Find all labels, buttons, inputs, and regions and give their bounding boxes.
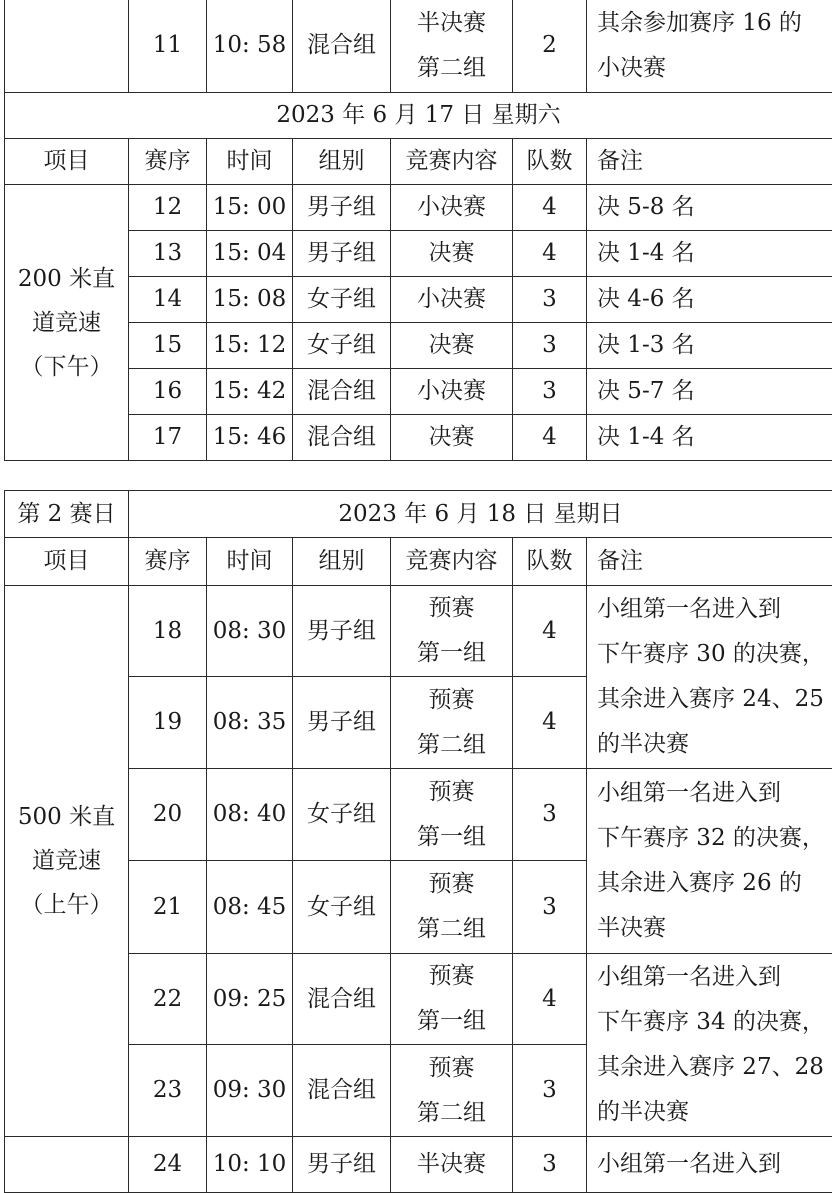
- teams-cell: 2: [513, 0, 587, 93]
- seq-cell: 15: [129, 323, 207, 369]
- header-row: [5, 538, 832, 586]
- group-cell: 男子组: [293, 586, 391, 677]
- note-cell: 决 1-4 名: [587, 231, 832, 277]
- seq-cell: 11: [129, 0, 207, 93]
- group-cell: 混合组: [293, 1045, 391, 1137]
- teams-cell: 3: [513, 369, 587, 415]
- content-cell: 预赛 第二组: [391, 1045, 513, 1137]
- note-cell: 决 4-6 名: [587, 277, 832, 323]
- table-row: [5, 185, 832, 231]
- note-cell: 决 1-3 名: [587, 323, 832, 369]
- note-cell: 小组第一名进入到 下午赛序 30 的决赛， 其余进入赛序 24、25 的半决赛: [587, 586, 832, 769]
- seq-cell: 17: [129, 415, 207, 461]
- note-cell: 决 1-4 名: [587, 415, 832, 461]
- schedule-table-day2: [4, 490, 832, 1193]
- time-cell: 08: 30: [207, 586, 293, 677]
- content-cell: 决赛: [391, 231, 513, 277]
- group-cell: 女子组: [293, 861, 391, 954]
- group-cell: 男子组: [293, 231, 391, 277]
- time-cell: 15: 00: [207, 185, 293, 231]
- time-cell: 10: 10: [207, 1137, 293, 1193]
- content-cell: 半决赛 第二组: [391, 0, 513, 93]
- header-event: 项目: [5, 139, 129, 185]
- seq-cell: 16: [129, 369, 207, 415]
- seq-cell: 20: [129, 769, 207, 861]
- group-cell: 混合组: [293, 369, 391, 415]
- time-cell: 09: 30: [207, 1045, 293, 1137]
- header-seq: 赛序: [129, 538, 207, 586]
- content-cell: 预赛 第二组: [391, 861, 513, 954]
- note-cell: 小组第一名进入到 下午赛序 32 的决赛， 其余进入赛序 26 的 半决赛: [587, 769, 832, 954]
- time-cell: 15: 42: [207, 369, 293, 415]
- seq-cell: 24: [129, 1137, 207, 1193]
- content-cell: 预赛 第一组: [391, 586, 513, 677]
- seq-cell: 13: [129, 231, 207, 277]
- teams-cell: 3: [513, 323, 587, 369]
- table-row: [5, 1137, 832, 1193]
- note-cell: 其余参加赛序 16 的 小决赛: [587, 0, 832, 93]
- time-cell: 15: 12: [207, 323, 293, 369]
- content-cell: 小决赛: [391, 369, 513, 415]
- content-cell: 决赛: [391, 323, 513, 369]
- table-row: [5, 954, 832, 1045]
- header-seq: 赛序: [129, 139, 207, 185]
- time-cell: 08: 40: [207, 769, 293, 861]
- content-cell: 预赛 第二组: [391, 677, 513, 769]
- header-teams: 队数: [513, 538, 587, 586]
- content-cell: 预赛 第一组: [391, 769, 513, 861]
- seq-cell: 14: [129, 277, 207, 323]
- teams-cell: 4: [513, 954, 587, 1045]
- table-row: [5, 277, 832, 323]
- teams-cell: 4: [513, 231, 587, 277]
- group-cell: 混合组: [293, 954, 391, 1045]
- group-cell: 男子组: [293, 185, 391, 231]
- content-cell: 预赛 第一组: [391, 954, 513, 1045]
- teams-cell: 3: [513, 769, 587, 861]
- date-title: 2023 年 6 月 17 日 星期六: [5, 93, 832, 139]
- content-cell: 决赛: [391, 415, 513, 461]
- table-row: [5, 769, 832, 861]
- date-title: 2023 年 6 月 18 日 星期日: [129, 491, 832, 538]
- note-cell: 决 5-8 名: [587, 185, 832, 231]
- note-cell: 小组第一名进入到 下午赛序 34 的决赛， 其余进入赛序 27、28 的半决赛: [587, 954, 832, 1137]
- table-row: [5, 415, 832, 461]
- header-event: 项目: [5, 538, 129, 586]
- schedule-table-day1: [4, 0, 832, 461]
- header-note: 备注: [587, 538, 832, 586]
- time-cell: 08: 45: [207, 861, 293, 954]
- table-row: [5, 586, 832, 677]
- seq-cell: 12: [129, 185, 207, 231]
- table-row: [5, 323, 832, 369]
- header-teams: 队数: [513, 139, 587, 185]
- empty-cell: [5, 0, 129, 93]
- note-cell: 小组第一名进入到: [587, 1137, 832, 1193]
- seq-cell: 23: [129, 1045, 207, 1137]
- teams-cell: 4: [513, 415, 587, 461]
- teams-cell: 4: [513, 677, 587, 769]
- teams-cell: 3: [513, 277, 587, 323]
- time-cell: 15: 08: [207, 277, 293, 323]
- content-cell: 小决赛: [391, 277, 513, 323]
- header-content: 竞赛内容: [391, 538, 513, 586]
- header-content: 竞赛内容: [391, 139, 513, 185]
- teams-cell: 4: [513, 185, 587, 231]
- header-group: 组别: [293, 538, 391, 586]
- teams-cell: 3: [513, 1137, 587, 1193]
- group-cell: 女子组: [293, 769, 391, 861]
- header-time: 时间: [207, 139, 293, 185]
- teams-cell: 3: [513, 861, 587, 954]
- content-cell: 小决赛: [391, 185, 513, 231]
- group-cell: 女子组: [293, 277, 391, 323]
- time-cell: 08: 35: [207, 677, 293, 769]
- table-row: [5, 231, 832, 277]
- time-cell: 10: 58: [207, 0, 293, 93]
- group-cell: 男子组: [293, 677, 391, 769]
- time-cell: 15: 04: [207, 231, 293, 277]
- group-cell: 男子组: [293, 1137, 391, 1193]
- date-row: [5, 93, 832, 139]
- header-row: [5, 139, 832, 185]
- seq-cell: 22: [129, 954, 207, 1045]
- teams-cell: 4: [513, 586, 587, 677]
- seq-cell: 18: [129, 586, 207, 677]
- table-row: [5, 0, 832, 93]
- group-cell: 女子组: [293, 323, 391, 369]
- empty-cell: [5, 1137, 129, 1193]
- seq-cell: 21: [129, 861, 207, 954]
- teams-cell: 3: [513, 1045, 587, 1137]
- group-cell: 混合组: [293, 0, 391, 93]
- header-group: 组别: [293, 139, 391, 185]
- event-name-cell: 500 米直 道竞速 （上午）: [5, 586, 129, 1137]
- note-cell: 决 5-7 名: [587, 369, 832, 415]
- content-cell: 半决赛: [391, 1137, 513, 1193]
- event-name-cell: 200 米直 道竞速 （下午）: [5, 185, 129, 461]
- header-note: 备注: [587, 139, 832, 185]
- seq-cell: 19: [129, 677, 207, 769]
- header-time: 时间: [207, 538, 293, 586]
- date-row: [5, 491, 832, 538]
- table-row: [5, 369, 832, 415]
- time-cell: 09: 25: [207, 954, 293, 1045]
- time-cell: 15: 46: [207, 415, 293, 461]
- group-cell: 混合组: [293, 415, 391, 461]
- day-label: 第 2 赛日: [5, 491, 129, 538]
